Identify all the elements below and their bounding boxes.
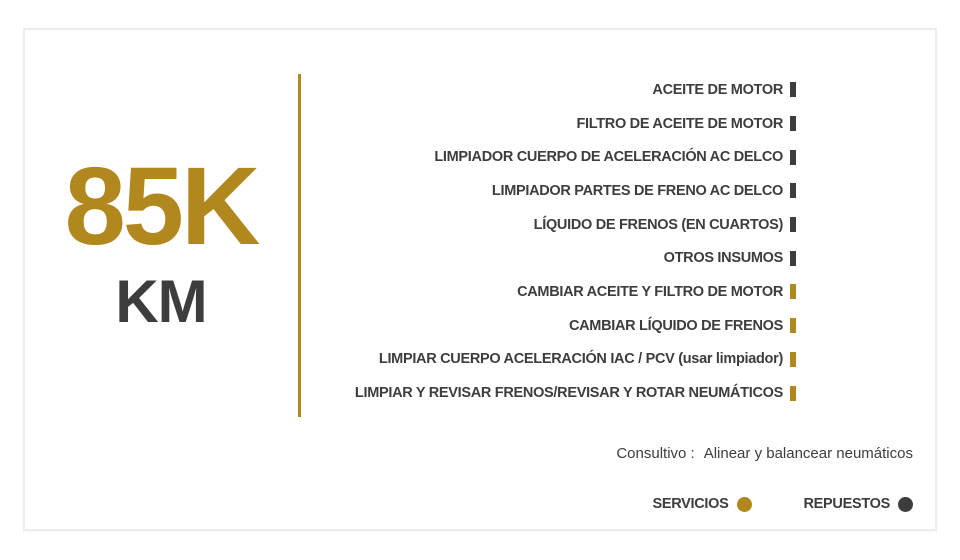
item-label: FILTRO DE ACEITE DE MOTOR bbox=[576, 115, 783, 132]
repuestos-label: REPUESTOS bbox=[803, 496, 890, 512]
consultivo-text: Alinear y balancear neumáticos bbox=[703, 445, 913, 462]
item-label: LIMPIADOR CUERPO DE ACELERACIÓN AC DELCO bbox=[434, 149, 783, 166]
item-label: LIMPIAR CUERPO ACELERACIÓN IAC / PCV (usar limpiador) bbox=[378, 351, 783, 368]
maintenance-item bbox=[315, 241, 796, 275]
maintenance-item bbox=[315, 73, 796, 107]
item-marker-servicio bbox=[790, 318, 796, 333]
legend bbox=[653, 496, 914, 512]
item-label: CAMBIAR LÍQUIDO DE FRENOS bbox=[568, 317, 783, 334]
mileage-value: 85K bbox=[64, 145, 258, 268]
maintenance-item bbox=[315, 208, 796, 242]
item-marker-repuesto bbox=[790, 217, 796, 232]
item-label: CAMBIAR ACEITE Y FILTRO DE MOTOR bbox=[517, 283, 783, 300]
consultivo-label: Consultivo : bbox=[616, 445, 695, 462]
maintenance-item bbox=[315, 174, 796, 208]
maintenance-item bbox=[315, 275, 796, 309]
mileage-unit: KM bbox=[115, 268, 207, 335]
item-marker-repuesto bbox=[790, 116, 796, 131]
maintenance-item bbox=[315, 107, 796, 141]
mileage-block bbox=[25, 145, 297, 335]
item-label: OTROS INSUMOS bbox=[663, 250, 783, 267]
item-marker-servicio bbox=[790, 386, 796, 401]
item-label: LIMPIADOR PARTES DE FRENO AC DELCO bbox=[491, 182, 783, 199]
item-marker-repuesto bbox=[790, 150, 796, 165]
item-label: LIMPIAR Y REVISAR FRENOS/REVISAR Y ROTAR NEUMÁTICOS bbox=[354, 385, 783, 402]
maintenance-list bbox=[315, 73, 796, 410]
servicios-dot-icon bbox=[737, 497, 752, 512]
repuestos-dot-icon bbox=[898, 497, 913, 512]
legend-entry-servicios bbox=[653, 496, 752, 512]
item-marker-repuesto bbox=[790, 183, 796, 198]
servicios-label: SERVICIOS bbox=[652, 496, 729, 512]
maintenance-item bbox=[315, 343, 796, 377]
maintenance-card bbox=[23, 28, 937, 531]
item-marker-servicio bbox=[790, 284, 796, 299]
item-marker-servicio bbox=[790, 352, 796, 367]
item-label: ACEITE DE MOTOR bbox=[652, 81, 783, 98]
maintenance-item bbox=[315, 140, 796, 174]
item-marker-repuesto bbox=[790, 251, 796, 266]
maintenance-item bbox=[315, 309, 796, 343]
legend-entry-repuestos bbox=[804, 496, 913, 512]
vertical-divider bbox=[298, 74, 301, 417]
maintenance-item bbox=[315, 376, 796, 410]
item-label: LÍQUIDO DE FRENOS (EN CUARTOS) bbox=[533, 216, 783, 233]
consultivo-line bbox=[616, 445, 913, 462]
item-marker-repuesto bbox=[790, 82, 796, 97]
